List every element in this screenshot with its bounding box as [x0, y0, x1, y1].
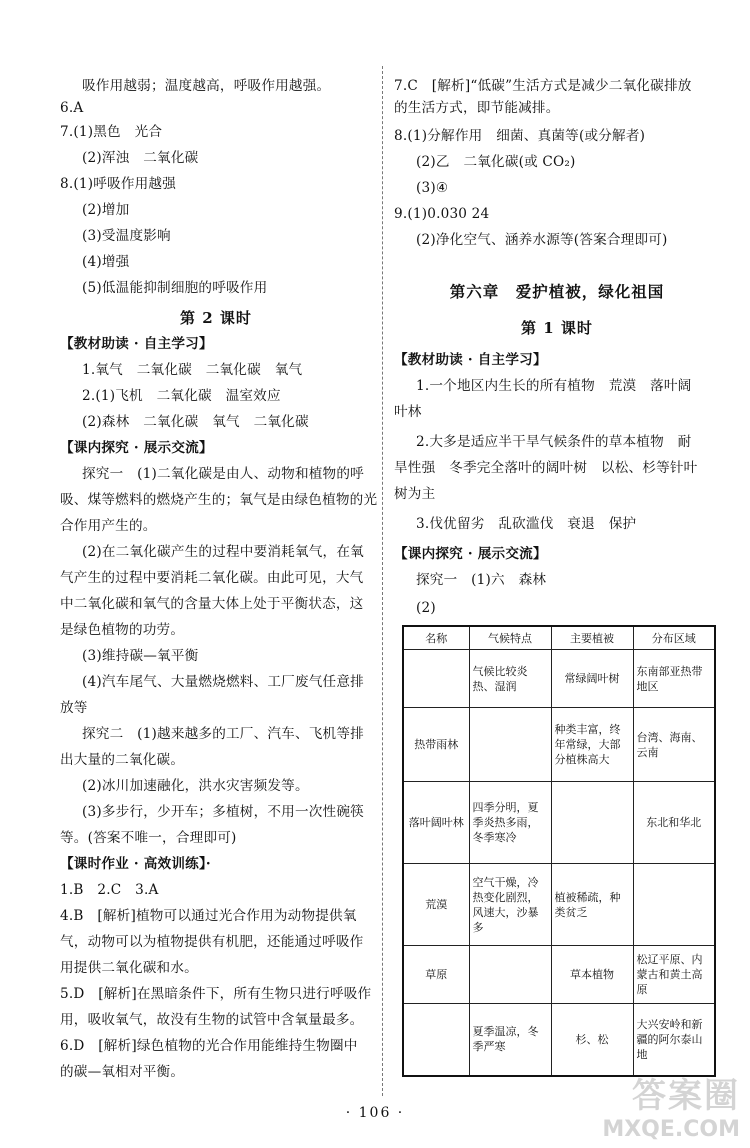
answer-line: 6.D [解析]绿色植物的光合作用能维持生物圈中 [60, 1038, 358, 1054]
answer-line: (2)冰川加速融化，洪水灾害频发等。 [82, 778, 309, 794]
answer-line: 中二氧化碳和氧气的含量大体上处于平衡状态，这 [60, 596, 364, 612]
answer-line: (3)受温度影响 [82, 228, 171, 244]
table-cell [403, 650, 469, 708]
table-row [403, 708, 715, 782]
answer-line: 4.B [解析]植物可以通过光合作用为动物提供氧 [60, 908, 357, 924]
answer-line: (3)④ [416, 180, 449, 196]
column-divider [382, 66, 383, 1096]
table-cell: 气候比较炎热、湿润 [469, 650, 551, 708]
answer-line: 9.(1)0.030 24 [394, 206, 490, 222]
answer-line: 1.B 2.C 3.A [60, 882, 159, 898]
table-row [403, 782, 715, 864]
answer-line: 1.氧气 二氧化碳 二氧化碳 氧气 [82, 362, 303, 378]
table-cell: 草原 [403, 946, 469, 1004]
answer-line: 树为主 [394, 486, 436, 502]
answer-line: 是绿色植物的功劳。 [60, 622, 185, 638]
table-cell: 大兴安岭和新疆的阿尔泰山地 [633, 1004, 715, 1076]
table-cell: 松辽平原、内蒙古和黄土高原 [633, 946, 715, 1004]
answer-line: 8.(1)分解作用 细菌、真菌等(或分解者) [394, 128, 646, 144]
answer-line: (4)汽车尾气、大量燃烧燃料、工厂废气任意排 [82, 674, 364, 690]
answer-line: (2)乙 二氧化碳(或 CO₂) [416, 154, 576, 170]
answer-line: (5)低温能抑制细胞的呼吸作用 [82, 280, 268, 296]
section-heading: 【教材助读 · 自主学习】 [60, 336, 213, 352]
lesson-heading: 第 2 课时 [180, 309, 252, 327]
watermark-text: 答案圈 [632, 1076, 740, 1116]
answer-line: 旱性强 冬季完全落叶的阔叶树 以松、杉等针叶 [394, 460, 698, 476]
section-heading: 【课内探究 · 展示交流】 [60, 440, 213, 456]
table-cell [633, 864, 715, 946]
answer-line: 等。(答案不唯一，合理即可) [60, 830, 237, 846]
answer-line: 的生活方式，即节能减排。 [394, 100, 560, 116]
answer-line: 6.A [60, 100, 84, 116]
answer-line: (2)森林 二氧化碳 氧气 二氧化碳 [82, 414, 309, 430]
answer-line: (3)维持碳—氧平衡 [82, 648, 199, 664]
answer-line: 气产生的过程中要消耗二氧化碳。由此可见，大气 [60, 570, 364, 586]
section-heading: 【课时作业 · 高效训练】· [60, 856, 211, 872]
watermark-url: MXQE.COM [602, 1117, 740, 1142]
answer-line: 探究一 (1)六 森林 [416, 572, 547, 588]
answer-line: 7.C [解析]“低碳”生活方式是减少二氧化碳排放 [394, 78, 692, 94]
table-row [403, 650, 715, 708]
vegetation-table [402, 625, 716, 1077]
answer-line: (2)浑浊 二氧化碳 [82, 150, 199, 166]
answer-line: (2)净化空气、涵养水源等(答案合理即可) [416, 232, 668, 248]
lesson-heading: 第 1 课时 [521, 319, 593, 337]
table-cell [469, 946, 551, 1004]
table-cell: 四季分明，夏季炎热多雨，冬季寒冷 [469, 782, 551, 864]
answer-line: 3.伐优留劣 乱砍滥伐 衰退 保护 [416, 516, 637, 532]
chapter-heading: 第六章 爱护植被，绿化祖国 [449, 282, 665, 301]
watermark-logo [602, 1068, 740, 1142]
table-cell: 落叶阔叶林 [403, 782, 469, 864]
answer-line: 合作用产生的。 [60, 518, 157, 534]
answer-line: (2) [416, 600, 436, 616]
table-cell: 台湾、海南、云南 [633, 708, 715, 782]
table-cell [469, 708, 551, 782]
table-header-cell: 名称 [403, 626, 469, 650]
answer-line: 气，动物可以为植物提供有机肥，还能通过呼吸作 [60, 934, 364, 950]
text-line: 吸作用越弱；温度越高，呼吸作用越强。 [82, 78, 331, 94]
table-cell [403, 1004, 469, 1076]
table-cell: 热带雨林 [403, 708, 469, 782]
answer-line: 5.D [解析]在黑暗条件下，所有生物只进行呼吸作 [60, 986, 372, 1002]
table-cell: 东北和华北 [633, 782, 715, 864]
answer-line: 的碳—氧相对平衡。 [60, 1064, 185, 1080]
section-heading: 【课内探究 · 展示交流】 [394, 546, 547, 562]
answer-line: (4)增强 [82, 254, 130, 270]
answer-line: 2.(1)飞机 二氧化碳 温室效应 [82, 388, 281, 404]
table-header-cell: 气候特点 [469, 626, 551, 650]
table-cell: 草本植物 [551, 946, 633, 1004]
answer-line: 用，吸收氧气，故没有生物的试管中含氧量最多。 [60, 1012, 364, 1028]
answer-line: 8.(1)呼吸作用越强 [60, 176, 176, 192]
table-cell: 常绿阔叶树 [551, 650, 633, 708]
answer-line: (2)在二氧化碳产生的过程中要消耗氧气，在氧 [82, 544, 364, 560]
table-header-cell: 主要植被 [551, 626, 633, 650]
page-number: · 106 · [345, 1105, 405, 1121]
answer-line: (3)多步行，少开车；多植树，不用一次性碗筷 [82, 804, 364, 820]
table-cell: 东南部亚热带地区 [633, 650, 715, 708]
answer-line: 吸、煤等燃料的燃烧产生的；氧气是由绿色植物的光 [60, 492, 378, 508]
table-cell: 夏季温凉，冬季严寒 [469, 1004, 551, 1076]
answer-line: 7.(1)黑色 光合 [60, 124, 163, 140]
answer-line: 出大量的二氧化碳。 [60, 752, 185, 768]
table-row [403, 946, 715, 1004]
answer-line: (2)增加 [82, 202, 130, 218]
answer-line: 1.一个地区内生长的所有植物 荒漠 落叶阔 [416, 378, 692, 394]
table-header-row [403, 626, 715, 650]
table-cell: 荒漠 [403, 864, 469, 946]
table-row [403, 864, 715, 946]
section-heading: 【教材助读 · 自主学习】 [394, 352, 547, 368]
table-cell: 空气干燥，冷热变化剧烈，风速大，沙暴多 [469, 864, 551, 946]
table-cell: 种类丰富，终年常绿，大部分植株高大 [551, 708, 633, 782]
table-cell [551, 782, 633, 864]
table-header-cell: 分布区域 [633, 626, 715, 650]
answer-line: 2.大多是适应半干旱气候条件的草本植物 耐 [416, 434, 692, 450]
table-cell: 杉、松 [551, 1004, 633, 1076]
answer-line: 用提供二氧化碳和水。 [60, 960, 198, 976]
answer-line: 叶林 [394, 404, 422, 420]
answer-line: 探究二 (1)越来越多的工厂、汽车、飞机等排 [82, 726, 364, 742]
answer-line: 放等 [60, 700, 88, 716]
table-cell: 植被稀疏，种类贫乏 [551, 864, 633, 946]
answer-line: 探究一 (1)二氧化碳是由人、动物和植物的呼 [82, 466, 364, 482]
table-row [403, 1004, 715, 1076]
